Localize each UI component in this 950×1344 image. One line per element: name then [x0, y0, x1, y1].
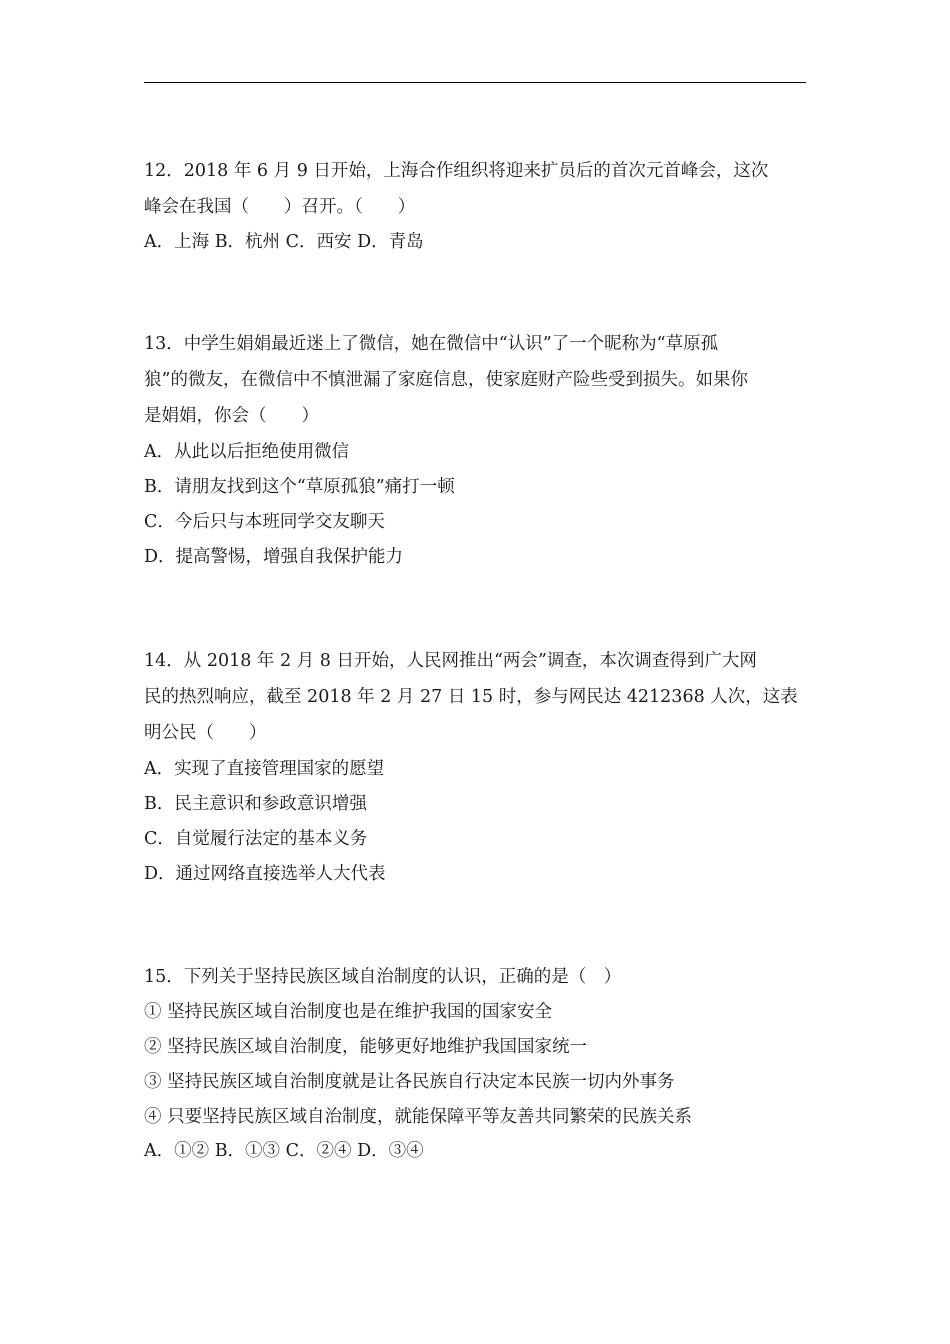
statement-3: ③ 坚持民族区域自治制度就是让各民族自行决定本民族一切内外事务 [144, 1072, 675, 1092]
question-stem-line: 12．2018 年 6 月 9 日开始，上海合作组织将迎来扩员后的首次元首峰会，这次 [144, 161, 769, 181]
question-stem-line: 14．从 2018 年 2 月 8 日开始，人民网推出“两会”调查，本次调查得到广大网 [144, 651, 757, 671]
option-d: D．通过网络直接选举人大代表 [144, 864, 386, 884]
question-stem-line: 民的热烈响应，截至 2018 年 2 月 27 日 15 时，参与网民达 4212368 人次，这表 [144, 687, 798, 707]
option-b: B．民主意识和参政意识增强 [144, 794, 367, 814]
option-c: C．今后只与本班同学交友聊天 [144, 512, 385, 532]
question-stem-line: 明公民（ ） [144, 723, 267, 743]
statement-1: ① 坚持民族区域自治制度也是在维护我国的国家安全 [144, 1002, 553, 1022]
question-stem-line: 13．中学生娟娟最近迷上了微信，她在微信中“认识”了一个昵称为“草原孤 [144, 334, 719, 354]
question-stem-line: 15．下列关于坚持民族区域自治制度的认识，正确的是（ ） [144, 967, 622, 987]
statement-2: ② 坚持民族区域自治制度，能够更好地维护我国国家统一 [144, 1037, 588, 1057]
question-stem-line: 狼”的微友，在微信中不慎泄漏了家庭信息，使家庭财产险些受到损失。如果你 [144, 370, 748, 390]
header-rule [144, 82, 806, 83]
option-a: A．实现了直接管理国家的愿望 [144, 759, 385, 779]
option-c: C．自觉履行法定的基本义务 [144, 829, 368, 849]
statement-4: ④ 只要坚持民族区域自治制度，就能保障平等友善共同繁荣的民族关系 [144, 1107, 693, 1127]
question-stem-line: 是娟娟，你会（ ） [144, 406, 319, 426]
answer-options: A．上海 B．杭州 C．西安 D．青岛 [144, 232, 424, 252]
question-stem-line: 峰会在我国（ ）召开。（ ） [144, 197, 416, 217]
option-d: D．提高警惕，增强自我保护能力 [144, 547, 404, 567]
answer-options: A．①② B．①③ C．②④ D．③④ [144, 1141, 424, 1161]
option-b: B．请朋友找到这个“草原孤狼”痛打一顿 [144, 477, 455, 497]
option-a: A．从此以后拒绝使用微信 [144, 442, 350, 462]
